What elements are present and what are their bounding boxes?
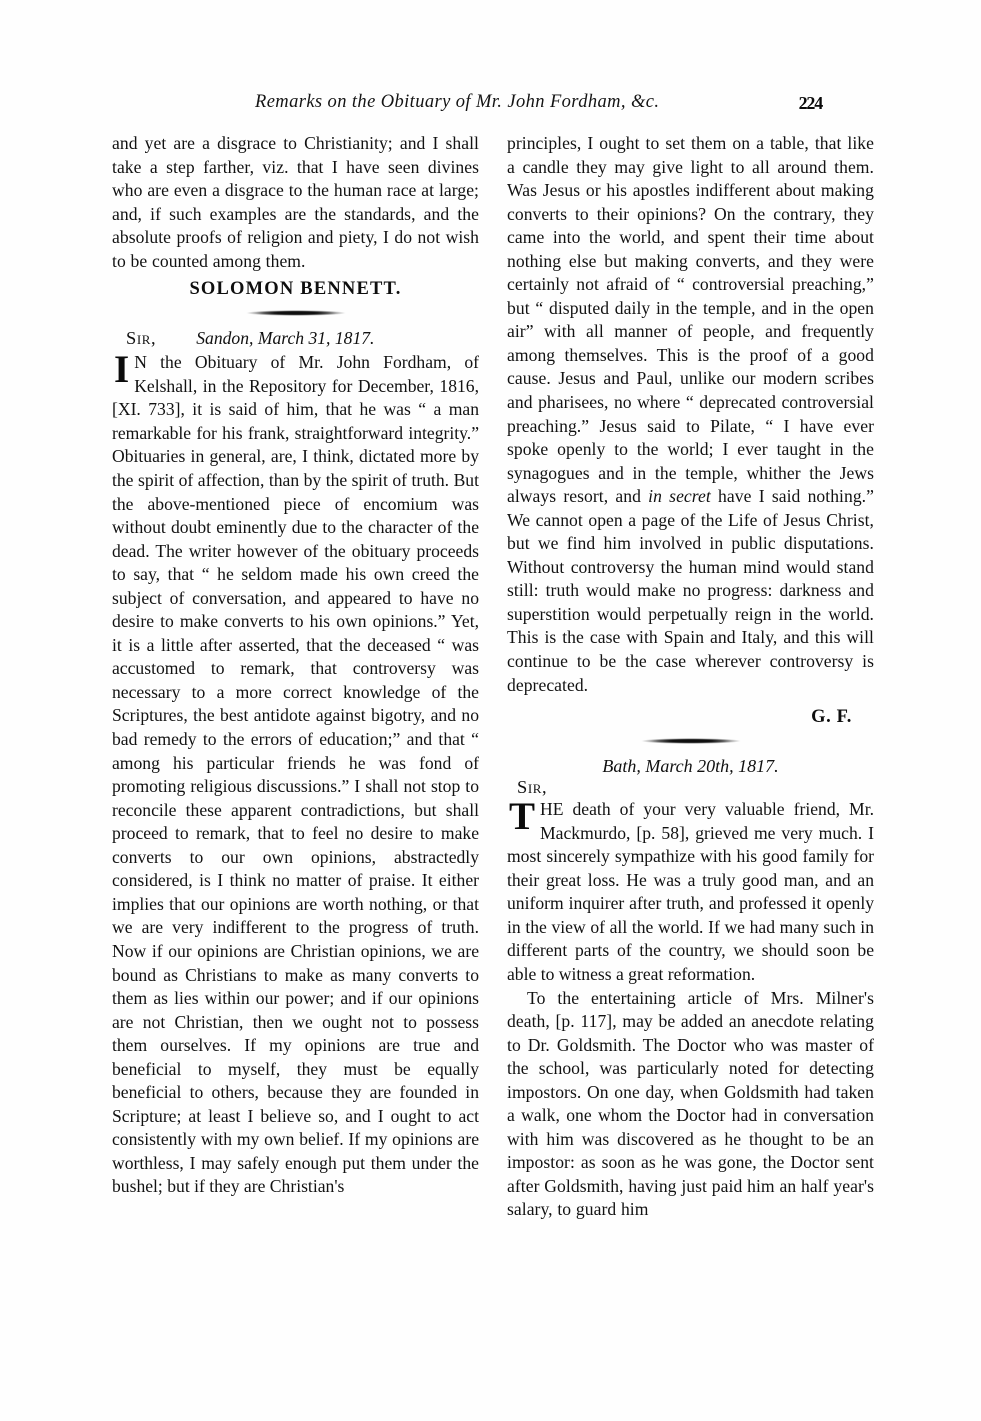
left-letter-text: N the Obituary of Mr. John Fordham, of Kelshall, in the Repository for December, 1816, [XI. 733], it is said of him, that he was “ a man remarkable for his frank, straightforward integrity.” Obituaries in general, are, I think, dictated more by the spirit of affection, than by the spirit of truth. But the above-mentioned piece of encomium was without doubt eminently due to the character of the dead. The writer however of the obituary proceeds to say, that “ he seldom made his own creed the subject of conversation, and appeared to have no desire to make converts to his own opinions.” Yet, it is a little after asserted, that the deceased “ was accustomed to remark, that controversy was necessary to a more correct knowledge of the Scriptures, the best antidote against bigotry, and no bad remedy to the errors of education;” and that “ among his particular friends he was fond of promoting religious discussions.” I shall not stop to reconcile these apparent contradictions, but shall proceed to remark, that to feel no desire to make converts to our own opinions, abstractedly considered, is I think no matter of praise. It either implies that our opinions are worth nothing, or that we are very indifferent to the progress of truth. Now if our opinions are Christian opinions, we are bound as Christians to make as many converts to them as lies within our power; and if our opinions are not Christian, then we ought not to possess them ourselves. If my opinions are true and beneficial to myself, they must be equally beneficial to others, because they are founded in Scripture; at least I believe so, and I ought to act consistently with my own belief. If my opinions are worthless, I may safely enough put them under the bushel; but if they are Christian's <box>112 352 479 1197</box>
left-letter-dateline <box>112 326 479 350</box>
goldsmith-anecdote-paragraph: To the entertaining article of Mrs. Milner's death, [p. 117], may be added an anecdote relating to Dr. Goldsmith. The Doctor who was master of the school, was particularly noted for detecting impostors. On one day, when Goldsmith had taken a walk, one whom the Doctor had in conversation with him was discovered as he thought to be an impostor: as soon as he was gone, the Doctor sent after Goldsmith, having just paid him an half year's salary, to guard him <box>507 987 874 1220</box>
drop-cap-initial: I <box>114 348 130 392</box>
right-letter-body <box>507 795 874 986</box>
place-and-date: Sandon, March 31, 1817. <box>196 328 375 349</box>
drop-cap-initial: T <box>509 795 536 839</box>
salutation-sir: Sir, <box>517 777 548 798</box>
right-continued-text-part1: principles, I ought to set them on a table, that like a candle they may give light to all around them. Was Jesus or his apostles indifferent about making converts to their opinions? On the contrary, they came into the world, and spent their time about nothing else but making converts, and they were certainly not afraid of “ controversial preaching,” but “ disputed daily in the temple, and in the open air” with all manner of people, and frequently among themselves. This is the proof of a good cause. Jesus and Paul, unlike our modern scribes and pharisees, no where “ deprecated controversial preaching.” Jesus said to Pilate, “ I have ever spoke openly to the world; I ever taught in the synagogues and in the temple, whither the Jews always resort, and <box>507 133 874 507</box>
divider-rule-left <box>112 300 479 326</box>
right-letter-place-date: Bath, March 20th, 1817. <box>602 756 779 777</box>
right-continued-paragraph <box>507 132 874 697</box>
right-letter-text: HE death of your very valuable friend, Mr. Mackmurdo, [p. 58], grieved me very much. I most sincerely sympathize with his good family for their great loss. He was a truly good man, and an uniform inquirer after truth, and professed it openly in the view of all the world. If we had many such in different parts of the country, we should soon be able to witness a great reformation. <box>507 799 874 984</box>
salutation-sir: Sir, <box>126 328 157 349</box>
running-head <box>110 92 870 122</box>
left-letter-body <box>112 348 479 1199</box>
tapered-rule-icon <box>244 310 348 316</box>
right-continued-text-part2: have I said nothing.” We cannot open a page of the Life of Jesus Christ, but we find him involved in public disputations. Without controversy the human mind would stand still: truth would make no progress: darkness and superstition would perpetually reign in the world. This is the case with Spain and Italy, and this will continue to be the case wherever controversy is deprecated. <box>507 486 874 695</box>
right-column <box>507 132 874 1222</box>
italic-phrase-in-secret: in secret <box>648 486 711 507</box>
solomon-bennett-signature: SOLOMON BENNETT. <box>189 279 402 300</box>
page-number: 224 <box>798 93 822 113</box>
gf-signature: G. F. <box>811 707 852 728</box>
left-continued-paragraph: and yet are a disgrace to Christianity; and I shall take a step farther, viz. that I have seen divines who are even a disgrace to the human race at large; and, if such examples are the standards, and the absolute proofs of religion and piety, I do not wish to be counted among them. <box>112 133 479 271</box>
running-head-title: Remarks on the Obituary of Mr. John Fordham, &c. <box>255 92 660 112</box>
divider-rule-right <box>507 728 874 754</box>
tapered-rule-icon <box>639 738 743 744</box>
left-column <box>112 132 479 1222</box>
two-column-body <box>112 132 874 1222</box>
